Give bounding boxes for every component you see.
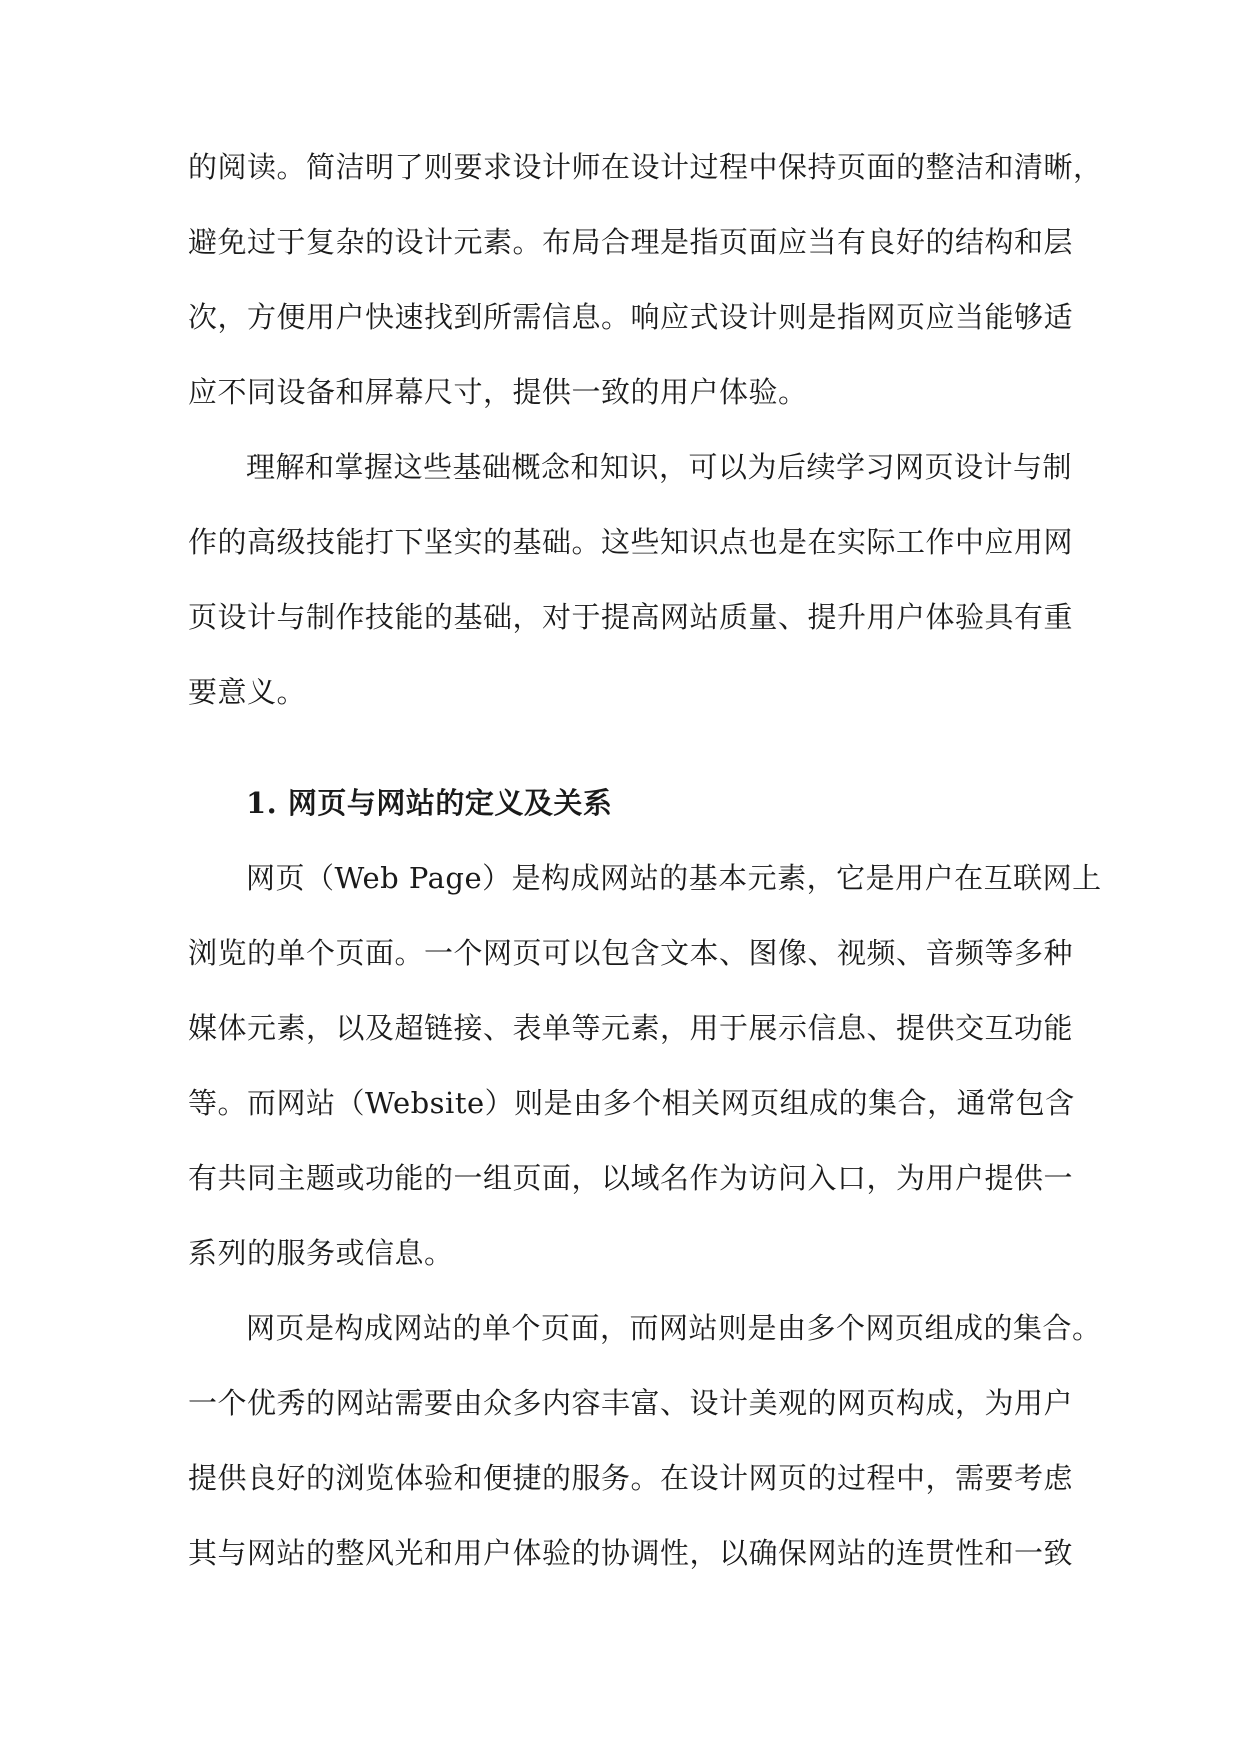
paragraph-line: 应不同设备和屏幕尺寸，提供一致的用户体验。 [188, 375, 808, 409]
paragraph-2 [188, 430, 1088, 730]
paragraph-4 [188, 1291, 1102, 1591]
paragraph-line: 作的高级技能打下坚实的基础。这些知识点也是在实际工作中应用网 [188, 525, 1074, 559]
paragraph-line: 其与网站的整风光和用户体验的协调性，以确保网站的连贯性和一致 [188, 1536, 1074, 1570]
paragraph-line: 的阅读。简洁明了则要求设计师在设计过程中保持页面的整洁和清晰， [188, 150, 1103, 184]
section-heading: 1. 网页与网站的定义及关系 [246, 786, 613, 820]
paragraph-line: 网页是构成网站的单个页面，而网站则是由多个网页组成的集合。 [246, 1311, 1102, 1345]
paragraph-line: 理解和掌握这些基础概念和知识，可以为后续学习网页设计与制 [246, 450, 1073, 484]
paragraph-line: 要意义。 [188, 675, 307, 709]
paragraph-line: 页设计与制作技能的基础，对于提高网站质量、提升用户体验具有重 [188, 600, 1074, 634]
paragraph-line: 有共同主题或功能的一组页面，以域名作为访问入口，为用户提供一 [188, 1161, 1074, 1195]
paragraph-1 [188, 130, 1103, 430]
paragraph-line: 一个优秀的网站需要由众多内容丰富、设计美观的网页构成，为用户 [188, 1386, 1074, 1420]
paragraph-3 [188, 841, 1102, 1291]
paragraph-line: 避免过于复杂的设计元素。布局合理是指页面应当有良好的结构和层 [188, 225, 1074, 259]
paragraph-line: 媒体元素，以及超链接、表单等元素，用于展示信息、提供交互功能 [188, 1011, 1074, 1045]
document-body [188, 130, 1103, 1591]
paragraph-line: 系列的服务或信息。 [188, 1236, 454, 1270]
paragraph-line: 浏览的单个页面。一个网页可以包含文本、图像、视频、音频等多种 [188, 936, 1074, 970]
paragraph-line: 网页（Web Page）是构成网站的基本元素，它是用户在互联网上 [246, 861, 1102, 895]
paragraph-line: 次，方便用户快速找到所需信息。响应式设计则是指网页应当能够适 [188, 300, 1074, 334]
paragraph-line: 提供良好的浏览体验和便捷的服务。在设计网页的过程中，需要考虑 [188, 1461, 1074, 1495]
paragraph-line: 等。而网站（Website）则是由多个相关网页组成的集合，通常包含 [188, 1086, 1075, 1120]
